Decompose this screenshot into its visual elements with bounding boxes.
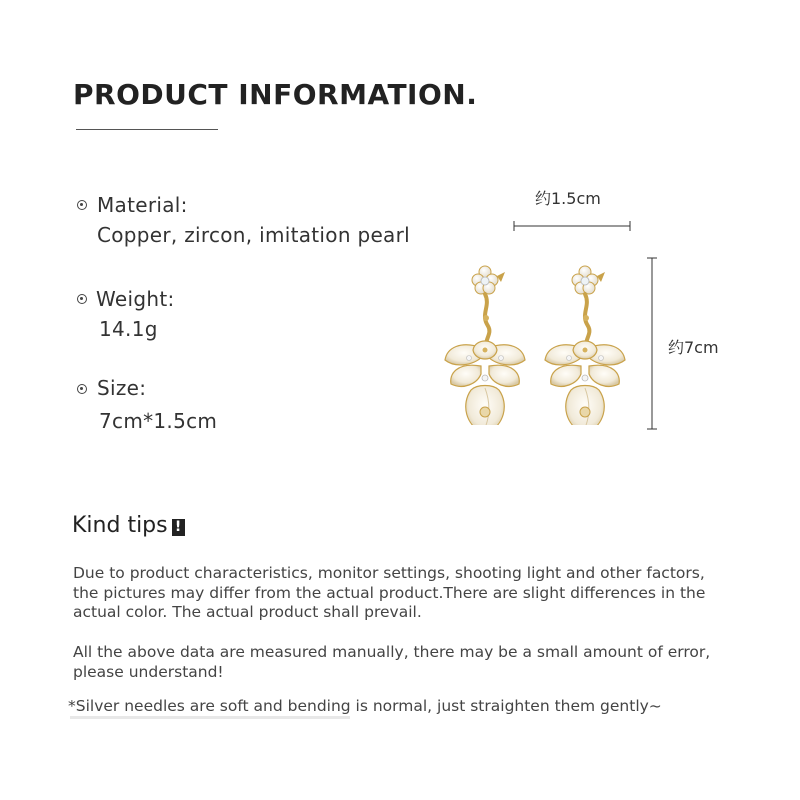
height-dimension-line bbox=[647, 258, 657, 429]
tips-paragraph-1: Due to product characteristics, monitor settings, shooting light and other factors, the pictures may differ from the actual product.There are slight differences in the actual color. The actual product shall prevail. bbox=[73, 564, 706, 621]
spec-label-size: Size: bbox=[97, 376, 147, 400]
width-dimension-label: 约1.5cm bbox=[535, 189, 601, 208]
kind-tips-heading bbox=[72, 513, 185, 538]
title-divider bbox=[76, 129, 218, 130]
exclamation-icon: ! bbox=[172, 519, 185, 536]
left-earring bbox=[445, 266, 525, 425]
earrings-product-image bbox=[430, 250, 640, 425]
spec-value-weight: 14.1g bbox=[99, 317, 158, 341]
page-title: PRODUCT INFORMATION. bbox=[73, 78, 478, 111]
footnote-highlight bbox=[70, 716, 350, 719]
spec-value-material: Copper, zircon, imitation pearl bbox=[97, 223, 410, 247]
circle-dot-icon bbox=[77, 294, 87, 304]
footnote-text: *Silver needles are soft and bending is normal, just straighten them gently~ bbox=[68, 697, 662, 715]
right-earring bbox=[545, 266, 625, 425]
tips-paragraph-2: All the above data are measured manually, there may be a small amount of error, please understand! bbox=[73, 643, 711, 681]
spec-label-material: Material: bbox=[97, 193, 188, 217]
circle-dot-icon bbox=[77, 200, 87, 210]
spec-value-size: 7cm*1.5cm bbox=[99, 409, 218, 433]
spec-label-weight: Weight: bbox=[96, 287, 175, 311]
kind-tips-title: Kind tips bbox=[72, 513, 168, 538]
height-dimension-label: 约7cm bbox=[668, 338, 719, 357]
circle-dot-icon bbox=[77, 384, 87, 394]
